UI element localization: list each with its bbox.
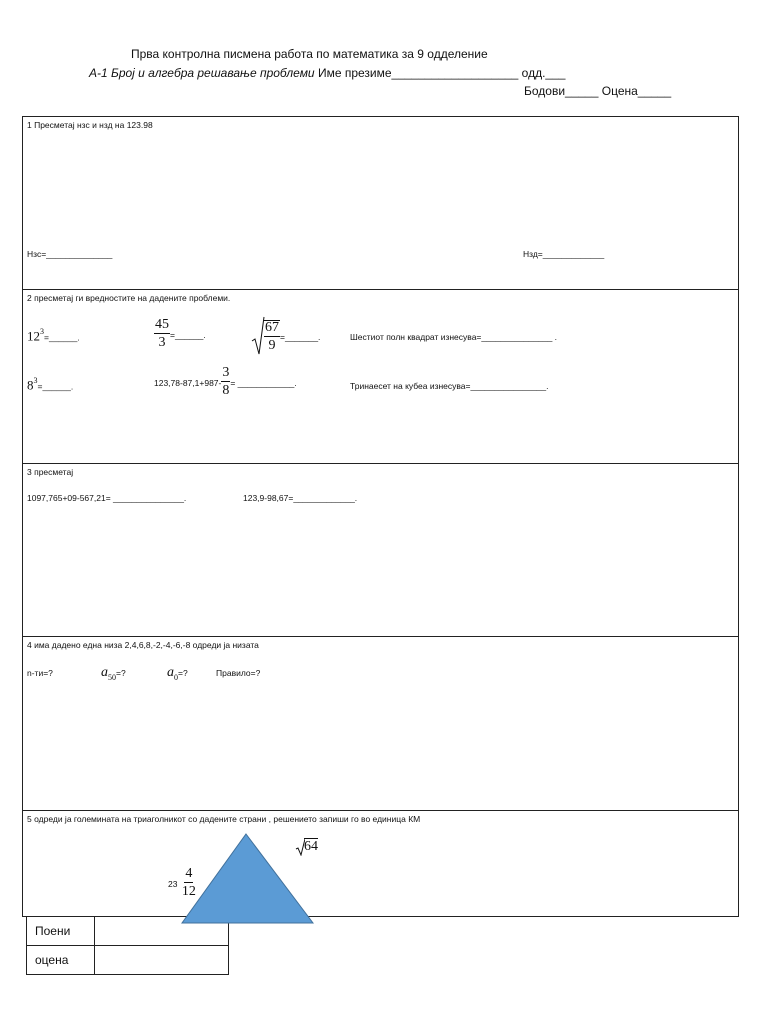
task1-nzd: Нзд=_____________ — [523, 249, 605, 259]
subtitle-name-class: Име презиме___________________ одд.___ — [314, 66, 566, 80]
exam-subtitle — [89, 66, 565, 80]
sqrt-blank: =_______. — [280, 332, 321, 343]
power-exp: 3 — [33, 376, 38, 385]
task2-title: 2 пресметај ги вредностите на дадените проблеми. — [27, 293, 231, 303]
task2-decimal-expr — [154, 366, 297, 398]
task4-rule: Правило=? — [216, 668, 261, 678]
power-exp: 3 — [40, 327, 44, 336]
fraction-denominator: 8 — [222, 383, 230, 398]
fraction-denominator: 3 — [158, 335, 166, 350]
fraction-denominator: 12 — [181, 884, 196, 899]
task2-power-12 — [27, 327, 80, 345]
sqrt-sign-icon — [251, 316, 265, 356]
task4-a0 — [167, 663, 188, 682]
task3-expr2: 123,9-98,67=_____________. — [243, 493, 358, 503]
task2-box — [22, 289, 739, 463]
task2-sqrt-fraction — [251, 316, 320, 356]
score-value-grade[interactable] — [95, 946, 229, 975]
expr-text: 123,78-87,1+987- — [154, 378, 222, 389]
sqrt-radicand: 64 — [304, 839, 318, 854]
task2-thirteen-cubed: Тринаесет на кубеа изнесува=________________. — [350, 381, 549, 391]
task4-nth: n-ти=? — [27, 668, 53, 678]
term-symbol: a — [101, 665, 108, 680]
fraction — [154, 318, 170, 350]
expr-blank: = ____________. — [230, 378, 297, 389]
fraction-numerator: 45 — [155, 317, 169, 332]
power-base: 8 — [27, 377, 34, 393]
task4-title: 4 има дадено една низа 2,4,6,8,-2,-4,-6,-8 одреди ја низата — [27, 640, 259, 650]
power-base: 12 — [27, 328, 40, 344]
power-blank: =______. — [44, 332, 80, 343]
fraction — [221, 366, 230, 398]
mixed-whole: 23 — [168, 879, 178, 890]
fraction-denominator: 9 — [268, 337, 276, 353]
task4-box — [22, 636, 739, 810]
score-label-points: Поени — [27, 917, 95, 946]
term-index: 50 — [108, 673, 116, 683]
score-row-grade — [27, 946, 229, 975]
term-index: 0 — [174, 673, 178, 683]
subtitle-topic: А-1 Број и алгебра решавање проблеми — [89, 66, 315, 80]
task1-nzs: Нзс=______________ — [27, 249, 113, 259]
fraction-blank: =______. — [170, 330, 206, 341]
task5-box — [22, 810, 739, 917]
fraction — [264, 321, 280, 353]
term-symbol: a — [167, 665, 174, 680]
task3-box — [22, 463, 739, 636]
task1-box — [22, 116, 739, 289]
fraction-numerator: 4 — [185, 866, 193, 881]
power-blank: =______. — [37, 381, 74, 392]
score-label-grade: оцена — [27, 946, 95, 975]
task1-title: 1 Пресметај нзс и нзд на 123.98 — [27, 120, 153, 130]
task3-expr1: 1097,765+09-567,21= _______________. — [27, 493, 187, 503]
task2-sixth-square: Шестиот полн квадрат изнесува=_______________ . — [350, 332, 558, 342]
task2-fraction-45 — [154, 318, 206, 350]
task3-title: 3 пресметај — [27, 467, 74, 477]
task2-power-8 — [27, 376, 73, 394]
task5-title: 5 одреди ја големината на триаголникот со дадените страни , решението запиши го во единица КМ — [27, 814, 421, 824]
fraction-numerator: 3 — [222, 365, 230, 380]
exam-title: Прва контролна писмена работа по математика за 9 одделение — [131, 47, 488, 61]
term-question: =? — [178, 668, 188, 678]
points-grade-line: Бодови_____ Оцена_____ — [524, 84, 672, 98]
fraction-numerator: 67 — [265, 319, 279, 335]
term-question: =? — [116, 668, 126, 678]
task4-a50 — [101, 663, 126, 682]
triangle-shape — [180, 832, 316, 926]
